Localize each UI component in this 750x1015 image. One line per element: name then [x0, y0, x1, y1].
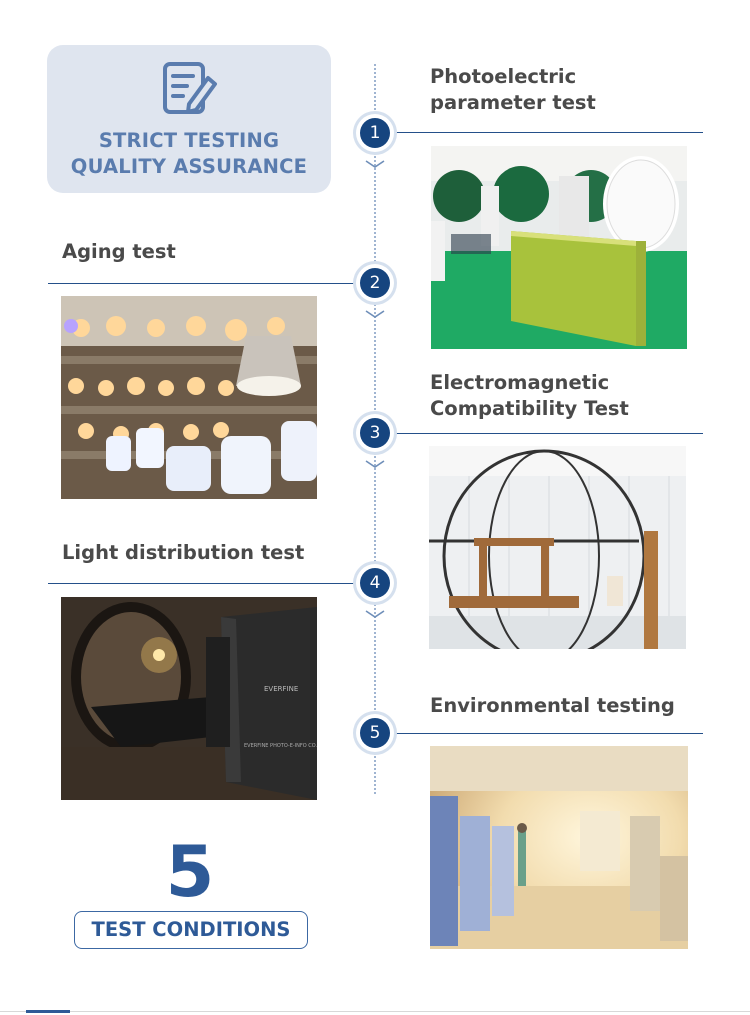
step-5-node: 5 — [356, 714, 394, 752]
chevron-down-icon — [364, 309, 386, 319]
step-4-label: Light distribution test — [62, 541, 305, 564]
step-5-label: Environmental testing — [430, 694, 675, 717]
step-2-node: 2 — [356, 264, 394, 302]
goniophotometer-brand-caption: EVERFINE PHOTO-E-INFO CO. — [244, 743, 317, 749]
document-edit-icon — [162, 60, 218, 118]
footer-accent — [26, 1010, 70, 1013]
aging-rack-photo — [61, 296, 317, 499]
chevron-down-icon — [364, 609, 386, 619]
footer-divider — [0, 1011, 750, 1012]
photoelectric-lab-photo — [431, 146, 687, 349]
step-4-rule — [48, 583, 375, 584]
step-1-node: 1 — [356, 114, 394, 152]
environmental-chamber-photo — [430, 746, 688, 949]
step-2-rule — [48, 283, 375, 284]
chevron-down-icon — [364, 159, 386, 169]
card-title-line2: QUALITY ASSURANCE — [70, 155, 308, 178]
chevron-down-icon — [364, 459, 386, 469]
goniophotometer-photo — [61, 597, 317, 800]
step-2-label: Aging test — [62, 240, 176, 263]
step-3-label: Electromagnetic Compatibility Test — [430, 371, 629, 420]
card-title-line1: STRICT TESTING — [98, 129, 280, 152]
test-conditions-badge: TEST CONDITIONS — [74, 911, 308, 949]
step-1-label: Photoelectric parameter test — [430, 65, 596, 114]
test-count: 5 — [165, 831, 215, 913]
step-4-node: 4 — [356, 564, 394, 602]
step-1-rule — [375, 132, 703, 133]
step-5-rule — [375, 733, 703, 734]
step-3-node: 3 — [356, 414, 394, 452]
goniophotometer-brand: EVERFINE — [264, 685, 299, 693]
emc-chamber-photo — [429, 446, 686, 649]
step-3-rule — [375, 433, 703, 434]
